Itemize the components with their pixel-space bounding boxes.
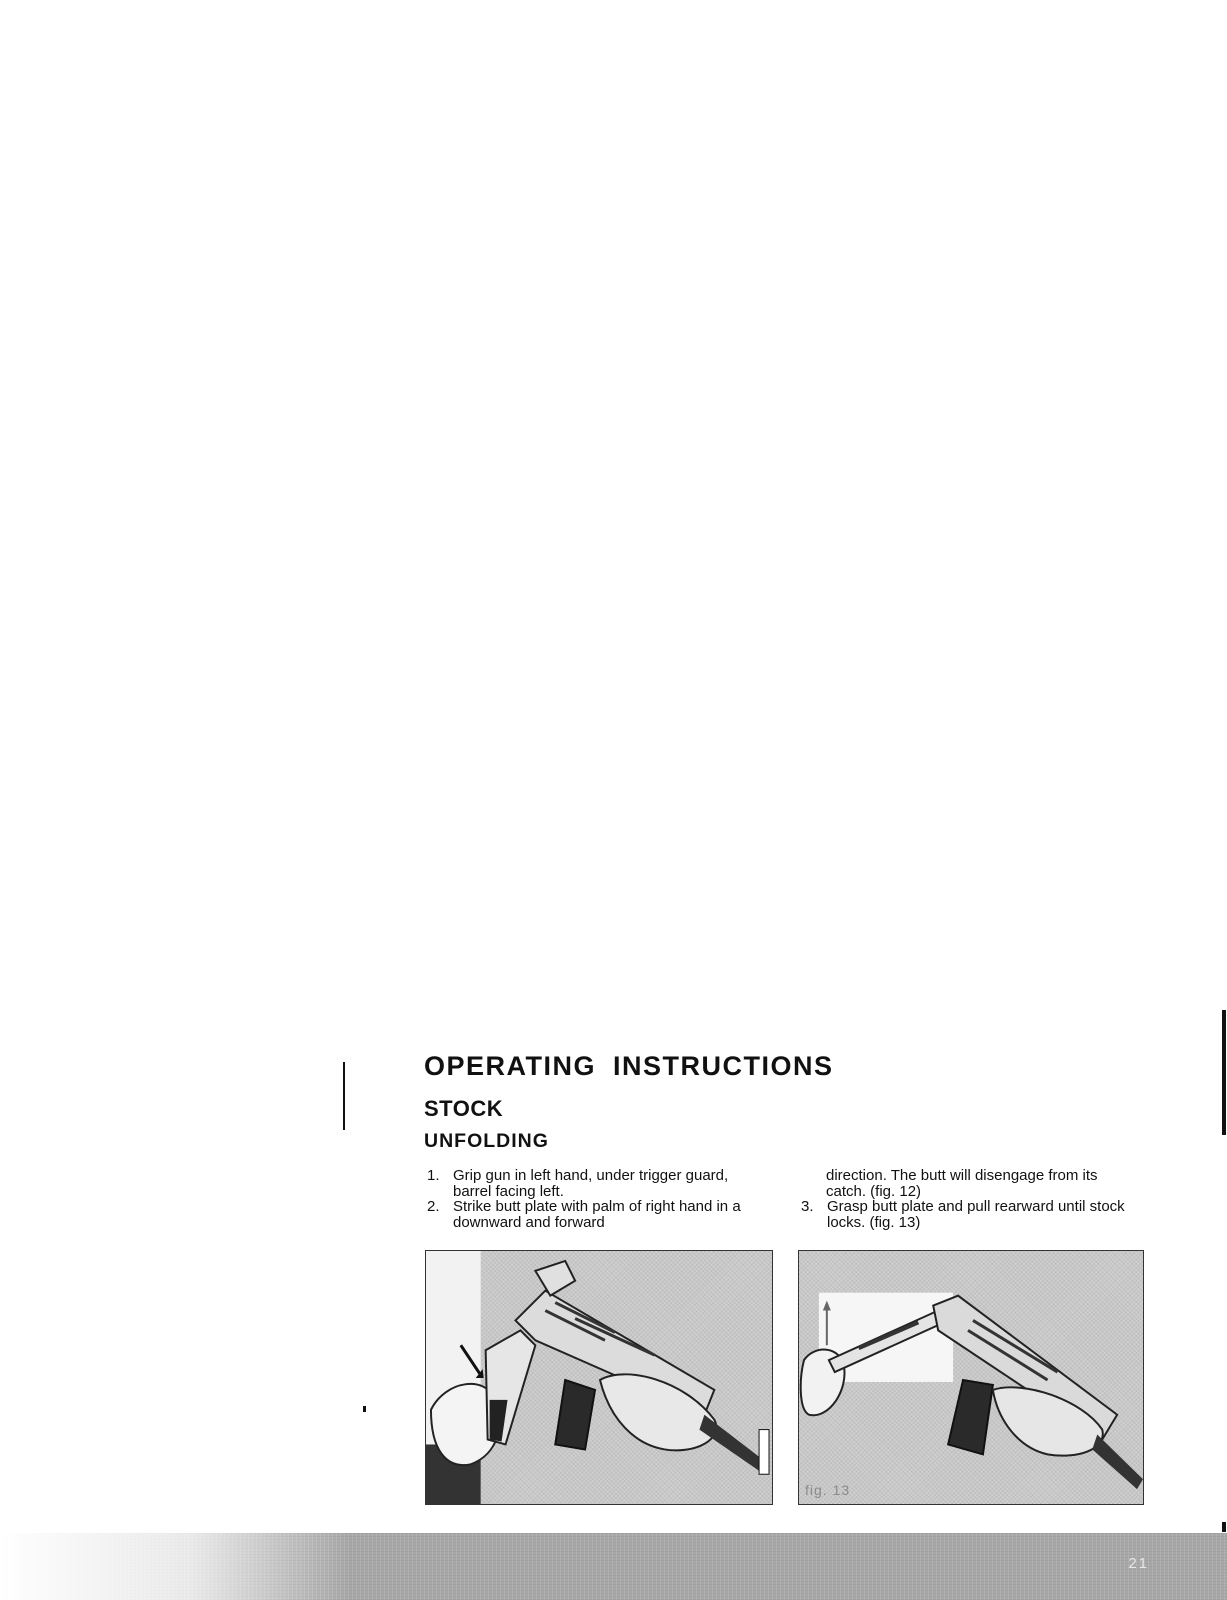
footer-fade <box>0 1533 350 1600</box>
stock-unfold-illustration <box>426 1251 772 1504</box>
margin-rule-right <box>1222 1010 1226 1135</box>
step-3 <box>798 1199 1138 1230</box>
section-title: STOCK <box>424 1096 504 1121</box>
page-title: OPERATING INSTRUCTIONS <box>424 1051 834 1081</box>
page-number: 21 <box>1128 1555 1149 1572</box>
step-number: 2. <box>427 1198 440 1215</box>
step-number: 1. <box>427 1167 440 1184</box>
step-2-continuation: direction. The butt will disengage from its catch. (fig. 12) <box>826 1167 1098 1200</box>
figure-13-photo <box>798 1250 1144 1505</box>
margin-dot <box>363 1406 366 1412</box>
footer-band <box>0 1533 1227 1600</box>
step-text: Grip gun in left hand, under trigger guard, barrel facing left. <box>453 1167 729 1200</box>
margin-tick <box>1222 1522 1226 1532</box>
figure-13-caption: fig. 13 <box>805 1482 851 1498</box>
subsection-title: UNFOLDING <box>424 1130 549 1152</box>
step-1 <box>424 1168 769 1199</box>
stock-extended-illustration <box>799 1251 1143 1504</box>
step-text: Strike butt plate with palm of right hand in a downward and forward <box>453 1198 741 1231</box>
step-text: Grasp butt plate and pull rearward until stock locks. (fig. 13) <box>827 1198 1125 1231</box>
step-2 <box>424 1199 769 1230</box>
instructions-left-column <box>424 1168 769 1230</box>
instructions-right-column <box>798 1168 1138 1230</box>
margin-rule-left <box>343 1062 345 1130</box>
figure-12-photo <box>425 1250 773 1505</box>
step-number: 3. <box>801 1198 814 1215</box>
